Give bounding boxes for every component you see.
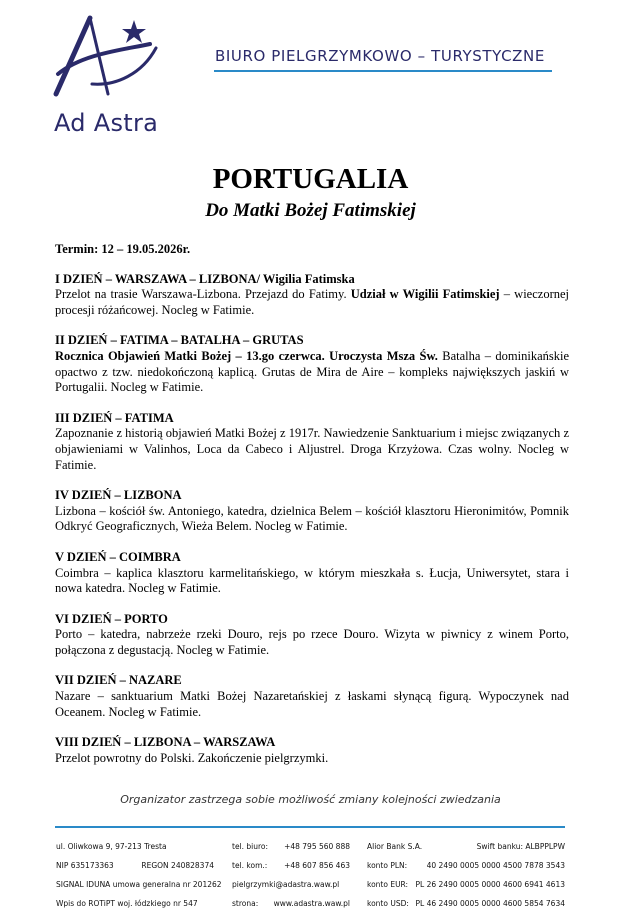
day-heading: III DZIEŃ – FATIMA bbox=[55, 410, 174, 425]
day-description bbox=[55, 349, 569, 396]
footer-register: Wpis do ROTiPT woj. łódzkiego nr 547 bbox=[56, 899, 198, 908]
day-2 bbox=[55, 333, 569, 395]
header-divider bbox=[214, 70, 552, 72]
footer-divider bbox=[55, 826, 565, 828]
phone-office-link[interactable]: +48 795 560 888 bbox=[284, 842, 350, 851]
day-1 bbox=[55, 272, 569, 319]
account-usd bbox=[367, 899, 565, 918]
day-text-part: Batalha – dominikańskie opactwo z tzw. niedokończoną kaplicą. Grutas de Mira de Aire – kompleks największych jaskiń w Portugalii. Nocleg w Fatimie. bbox=[55, 348, 569, 395]
footer-nip: NIP 635173363 bbox=[56, 861, 114, 870]
page-title: PORTUGALIA bbox=[212, 163, 409, 195]
logo-wordmark: Ad Astra bbox=[54, 109, 159, 137]
footer-label: strona: bbox=[232, 899, 259, 908]
day-heading: VIII DZIEŃ – LIZBONA – WARSZAWA bbox=[55, 735, 276, 750]
day-heading: VI DZIEŃ – PORTO bbox=[55, 611, 168, 626]
day-heading: VII DZIEŃ – NAZARE bbox=[55, 673, 182, 688]
day-text-bold: Rocznica Objawień Matki Bożej – 13.go czerwca. Uroczysta Msza Św. bbox=[55, 348, 438, 363]
footer-bank bbox=[367, 842, 565, 918]
footer-phone-mobile bbox=[232, 861, 350, 880]
day-5 bbox=[55, 550, 569, 597]
footer-bank-row bbox=[367, 842, 565, 861]
phone-mobile-link[interactable]: +48 607 856 463 bbox=[284, 861, 350, 870]
bank-name: Alior Bank S.A. bbox=[367, 842, 423, 851]
page-subtitle: Do Matki Bożej Fatimskiej bbox=[205, 200, 416, 221]
footer-label: tel. biuro: bbox=[232, 842, 269, 851]
footer-contact bbox=[232, 842, 350, 918]
day-description bbox=[55, 287, 569, 318]
day-text-part: Przelot na trasie Warszawa-Lizbona. Przejazd do Fatimy. bbox=[55, 287, 351, 302]
day-6 bbox=[55, 612, 569, 659]
day-heading: I DZIEŃ – WARSZAWA – LIZBONA/ Wigilia Fatimska bbox=[55, 271, 355, 286]
footer-company-info bbox=[56, 842, 222, 918]
trip-dates: Termin: 12 – 19.05.2026r. bbox=[55, 242, 191, 256]
day-text-part: – wieczornej procesji różańcowej. Nocleg w Fatimie. bbox=[55, 287, 569, 317]
account-eur bbox=[367, 880, 565, 899]
itinerary bbox=[55, 242, 569, 781]
footer-address: ul. Oliwkowa 9, 97-213 Tresta bbox=[56, 842, 167, 851]
logo-star-a-icon bbox=[52, 14, 172, 109]
day-4 bbox=[55, 488, 569, 535]
org-title: BIURO PIELGRZYMKOWO – TURYSTYCZNE bbox=[215, 47, 545, 65]
account-number: PL 46 2490 0005 0000 4600 5854 7634 bbox=[415, 899, 565, 908]
day-description: Przelot powrotny do Polski. Zakończenie pielgrzymki. bbox=[55, 750, 329, 765]
day-heading: II DZIEŃ – FATIMA – BATALHA – GRUTAS bbox=[55, 333, 304, 348]
account-number: 40 2490 0005 0000 4500 7878 3543 bbox=[426, 861, 565, 870]
footer-label: konto PLN: bbox=[367, 861, 408, 870]
account-number: PL 26 2490 0005 0000 4600 6941 4613 bbox=[415, 880, 565, 889]
ad-astra-logo bbox=[52, 14, 172, 137]
footer-registry bbox=[56, 861, 214, 880]
bank-swift: Swift banku: ALBPPLPW bbox=[476, 842, 565, 851]
footer-insurance: SIGNAL IDUNA umowa generalna nr 201262 bbox=[56, 880, 222, 889]
footer-label: tel. kom.: bbox=[232, 861, 268, 870]
day-8 bbox=[55, 735, 569, 766]
account-pln bbox=[367, 861, 565, 880]
website-link[interactable]: www.adastra.waw.pl bbox=[273, 899, 350, 908]
day-3 bbox=[55, 411, 569, 473]
day-description: Zapoznanie z historią objawień Matki Bożej z 1917r. Nawiedzenie Sanktuarium i miejsc związanych z objawieniami w Valinhos, Loca da Cabeco i Aljustrel. Droga Krzyżowa. Czas wolny. Nocleg w Fatimie. bbox=[55, 426, 569, 472]
footer-label: konto EUR: bbox=[367, 880, 409, 889]
day-heading: V DZIEŃ – COIMBRA bbox=[55, 549, 181, 564]
footer-regon: REGON 240828374 bbox=[141, 861, 214, 870]
footer-website bbox=[232, 899, 350, 918]
footer-phone-office bbox=[232, 842, 350, 861]
day-description: Nazare – sanktuarium Matki Bożej Nazaretańskiej z łaskami słynącą figurą. Wypoczynek nad Oceanem. Nocleg w Fatimie. bbox=[55, 689, 569, 719]
day-description: Porto – katedra, nabrzeże rzeki Douro, rejs po rzece Douro. Wizyta w piwnicy z winem Porto, połączona z degustacją. Nocleg w Fatimie. bbox=[55, 627, 569, 657]
organizer-note: Organizator zastrzega sobie możliwość zmiany kolejności zwiedzania bbox=[120, 793, 501, 806]
footer-label: konto USD: bbox=[367, 899, 409, 908]
day-description: Coimbra – kaplica klasztoru karmelitańskiego, w którym mieszkała s. Łucja, Uniwersytet, stara i nowa katedra. Nocleg w Fatimie. bbox=[55, 565, 569, 596]
day-text-bold: Udział w Wigilii Fatimskiej bbox=[350, 287, 500, 302]
email-link[interactable]: pielgrzymki@adastra.waw.pl bbox=[232, 880, 340, 889]
day-description: Lizbona – kościół św. Antoniego, katedra, dzielnica Belem – kościół klasztoru Hieronimitów, Pomnik Odkryć Geograficznych, Wieża Belem. Nocleg w Fatimie. bbox=[55, 503, 569, 534]
day-heading: IV DZIEŃ – LIZBONA bbox=[55, 488, 182, 503]
day-7 bbox=[55, 673, 569, 720]
